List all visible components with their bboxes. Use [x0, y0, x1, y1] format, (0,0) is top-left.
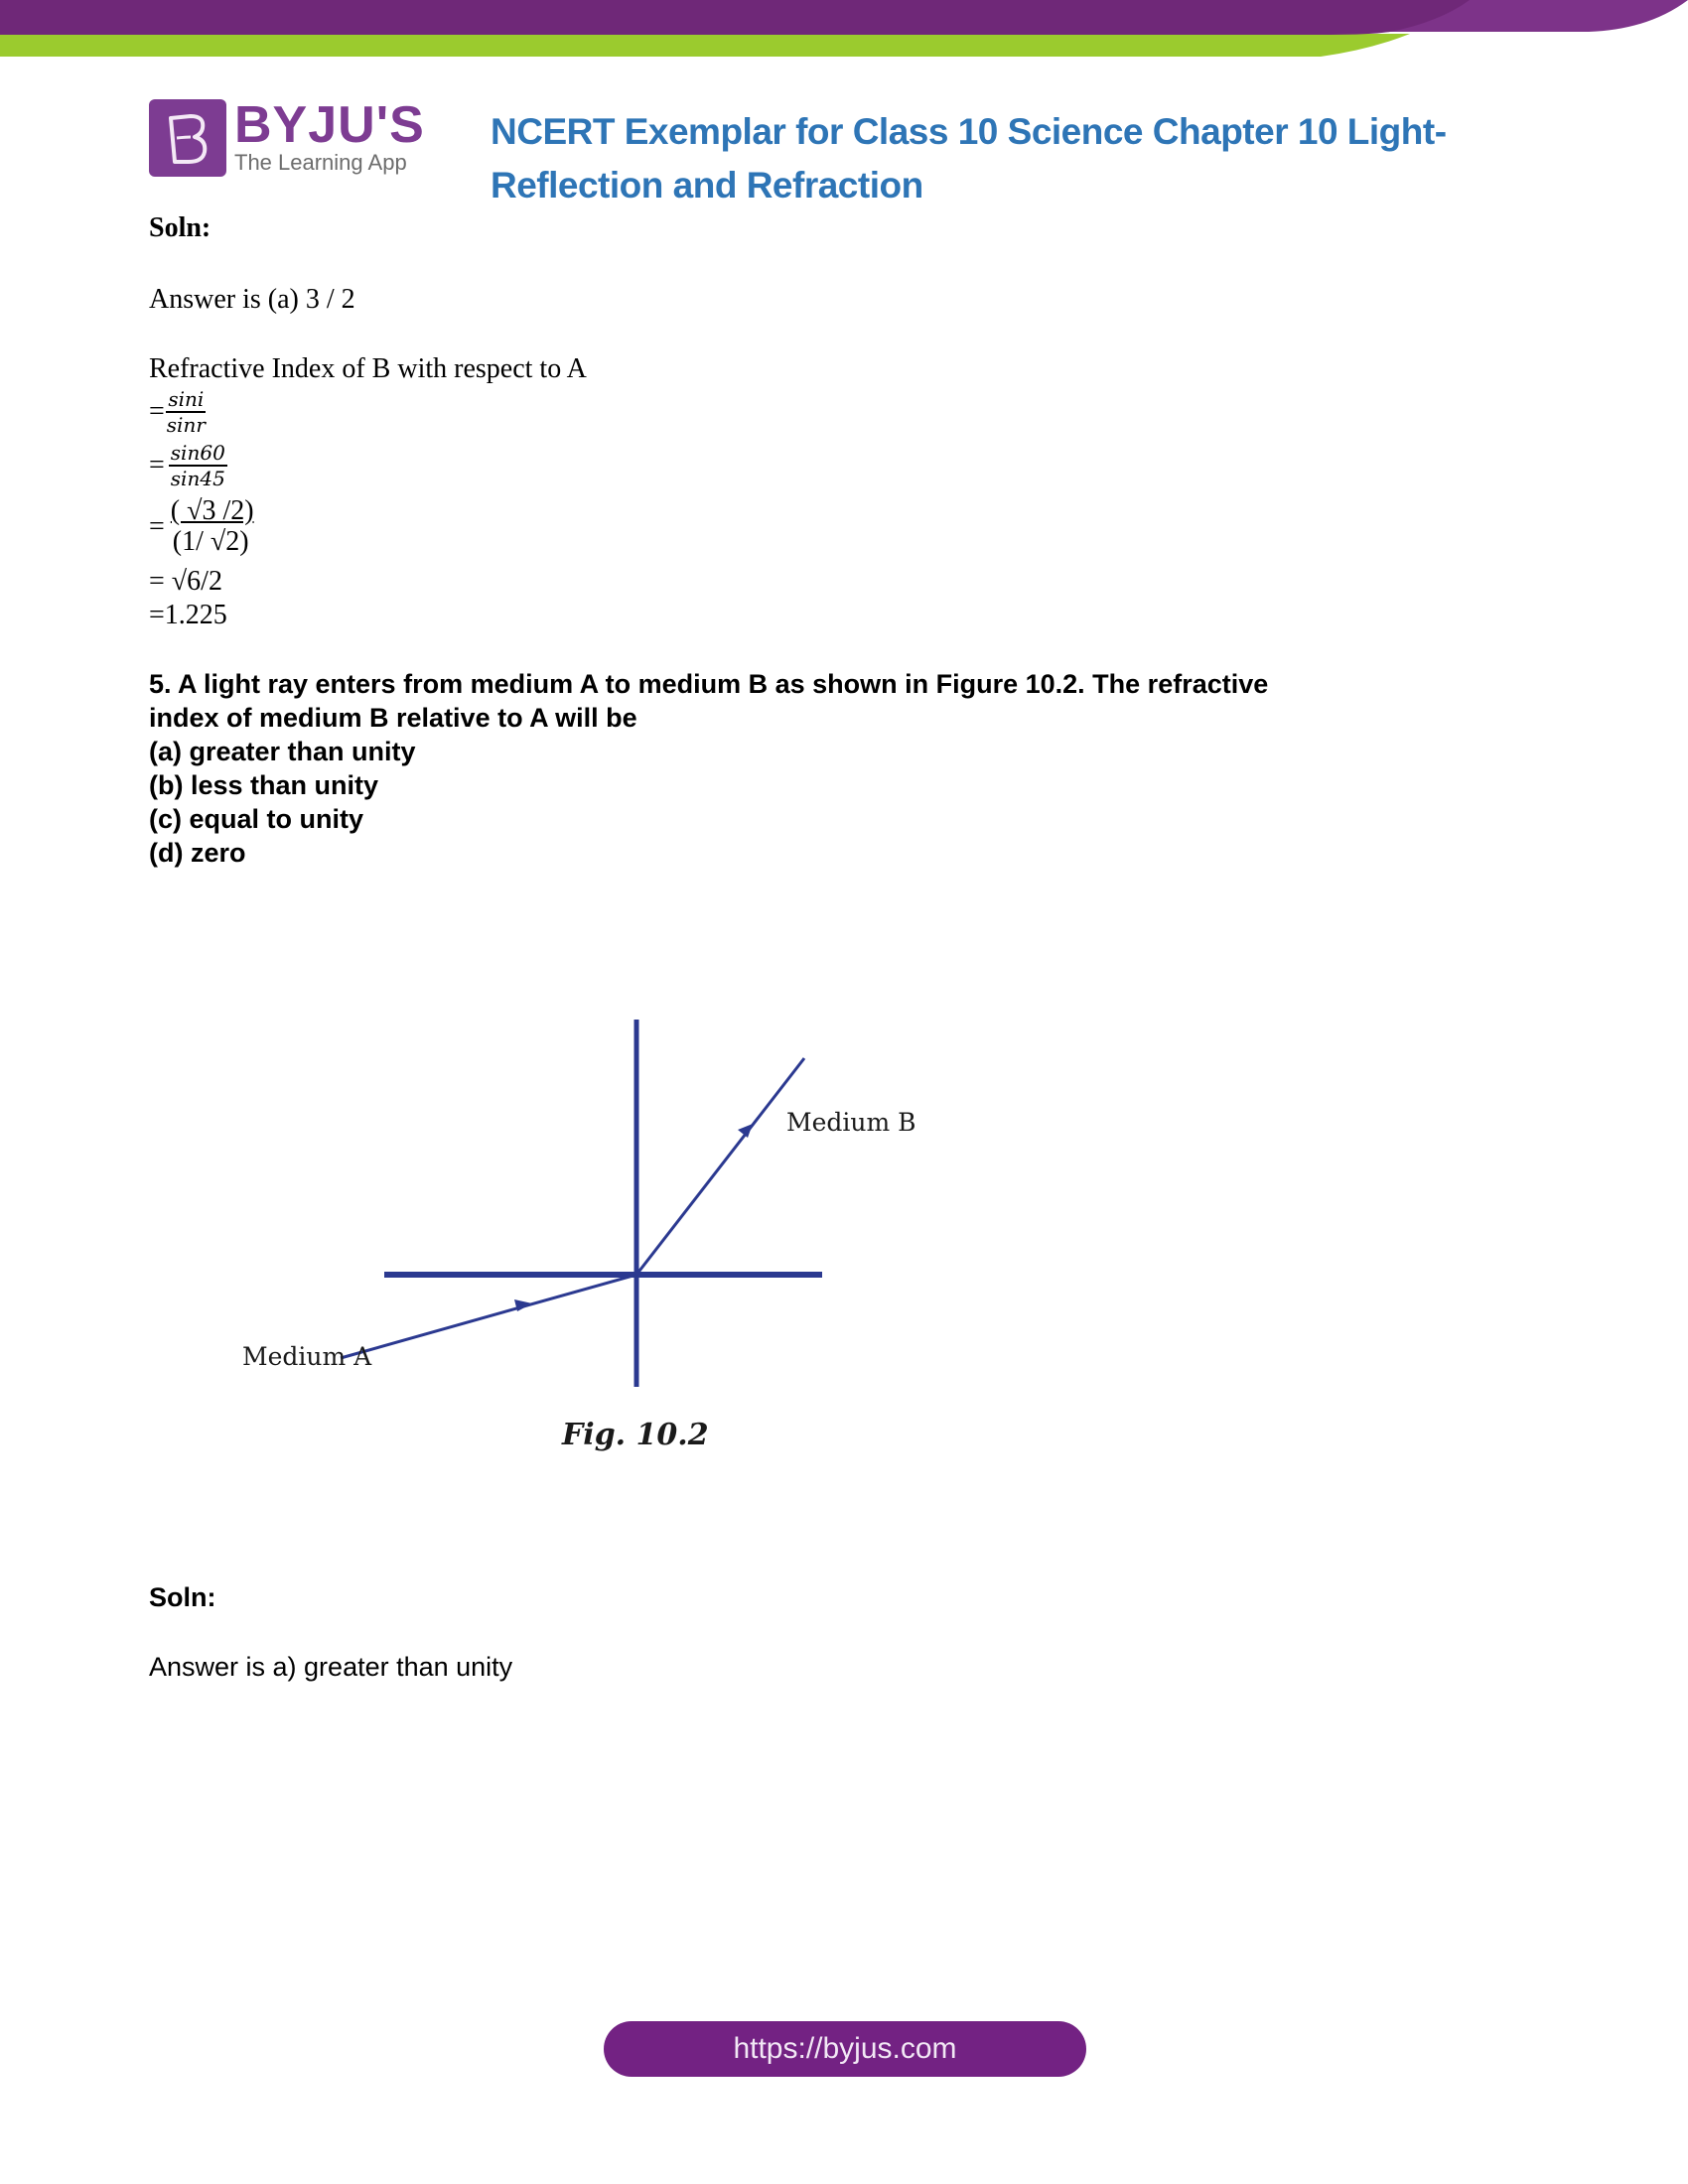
math-step-4: = √6/2 [149, 566, 222, 597]
option-a: (a) greater than unity [149, 737, 416, 766]
fraction-denominator: (1/ √2) [172, 526, 249, 557]
math-step-3 [149, 496, 254, 558]
equals-sign: = [149, 396, 165, 427]
label-medium-b: Medium B [786, 1108, 916, 1137]
solution-statement: Refractive Index of B with respect to A [149, 353, 587, 384]
math-step-5: =1.225 [149, 600, 227, 630]
option-c: (c) equal to unity [149, 804, 363, 834]
fraction-denominator: sinr [166, 413, 206, 437]
arrowhead-icon [738, 1124, 753, 1138]
option-d: (d) zero [149, 838, 246, 868]
footer-url-text: https://byjus.com [733, 2032, 957, 2065]
byjus-b-logo-icon [149, 99, 226, 177]
footer-url-link[interactable] [604, 2021, 1086, 2077]
option-b: (b) less than unity [149, 770, 379, 800]
question-text-line-2: index of medium B relative to A will be [149, 703, 637, 733]
figure-caption: Fig. 10.2 [562, 1418, 709, 1452]
document-title [491, 105, 1523, 212]
title-line-1: NCERT Exemplar for Class 10 Science Chapter 10 Light- [491, 111, 1447, 152]
byjus-logo [149, 96, 425, 177]
logo-name: BYJU'S [234, 96, 425, 154]
solution-answer: Answer is (a) 3 / 2 [149, 284, 355, 315]
equals-sign: = [149, 450, 165, 480]
logo-tagline: The Learning App [234, 150, 407, 175]
solution-heading: Soln: [149, 212, 211, 243]
title-line-2: Reflection and Refraction [491, 165, 923, 205]
solution-heading: Soln: [149, 1582, 216, 1612]
question-5 [149, 667, 1400, 870]
refraction-diagram [218, 1003, 953, 1469]
fraction-numerator: sin60 [170, 441, 225, 465]
fraction-numerator: ( √3 /2) [170, 495, 254, 526]
fraction-numerator: sini [168, 387, 205, 411]
header-decorative-band [0, 0, 1688, 60]
fraction-denominator: sin45 [170, 467, 225, 490]
math-step-1 [149, 387, 208, 437]
math-step-2 [149, 441, 227, 490]
solution-answer: Answer is a) greater than unity [149, 1652, 513, 1682]
equals-sign: = [149, 511, 165, 542]
refraction-figure [218, 1003, 953, 1469]
label-medium-a: Medium A [242, 1342, 372, 1371]
question-text-line-1: 5. A light ray enters from medium A to medium B as shown in Figure 10.2. The refractive [149, 669, 1269, 699]
